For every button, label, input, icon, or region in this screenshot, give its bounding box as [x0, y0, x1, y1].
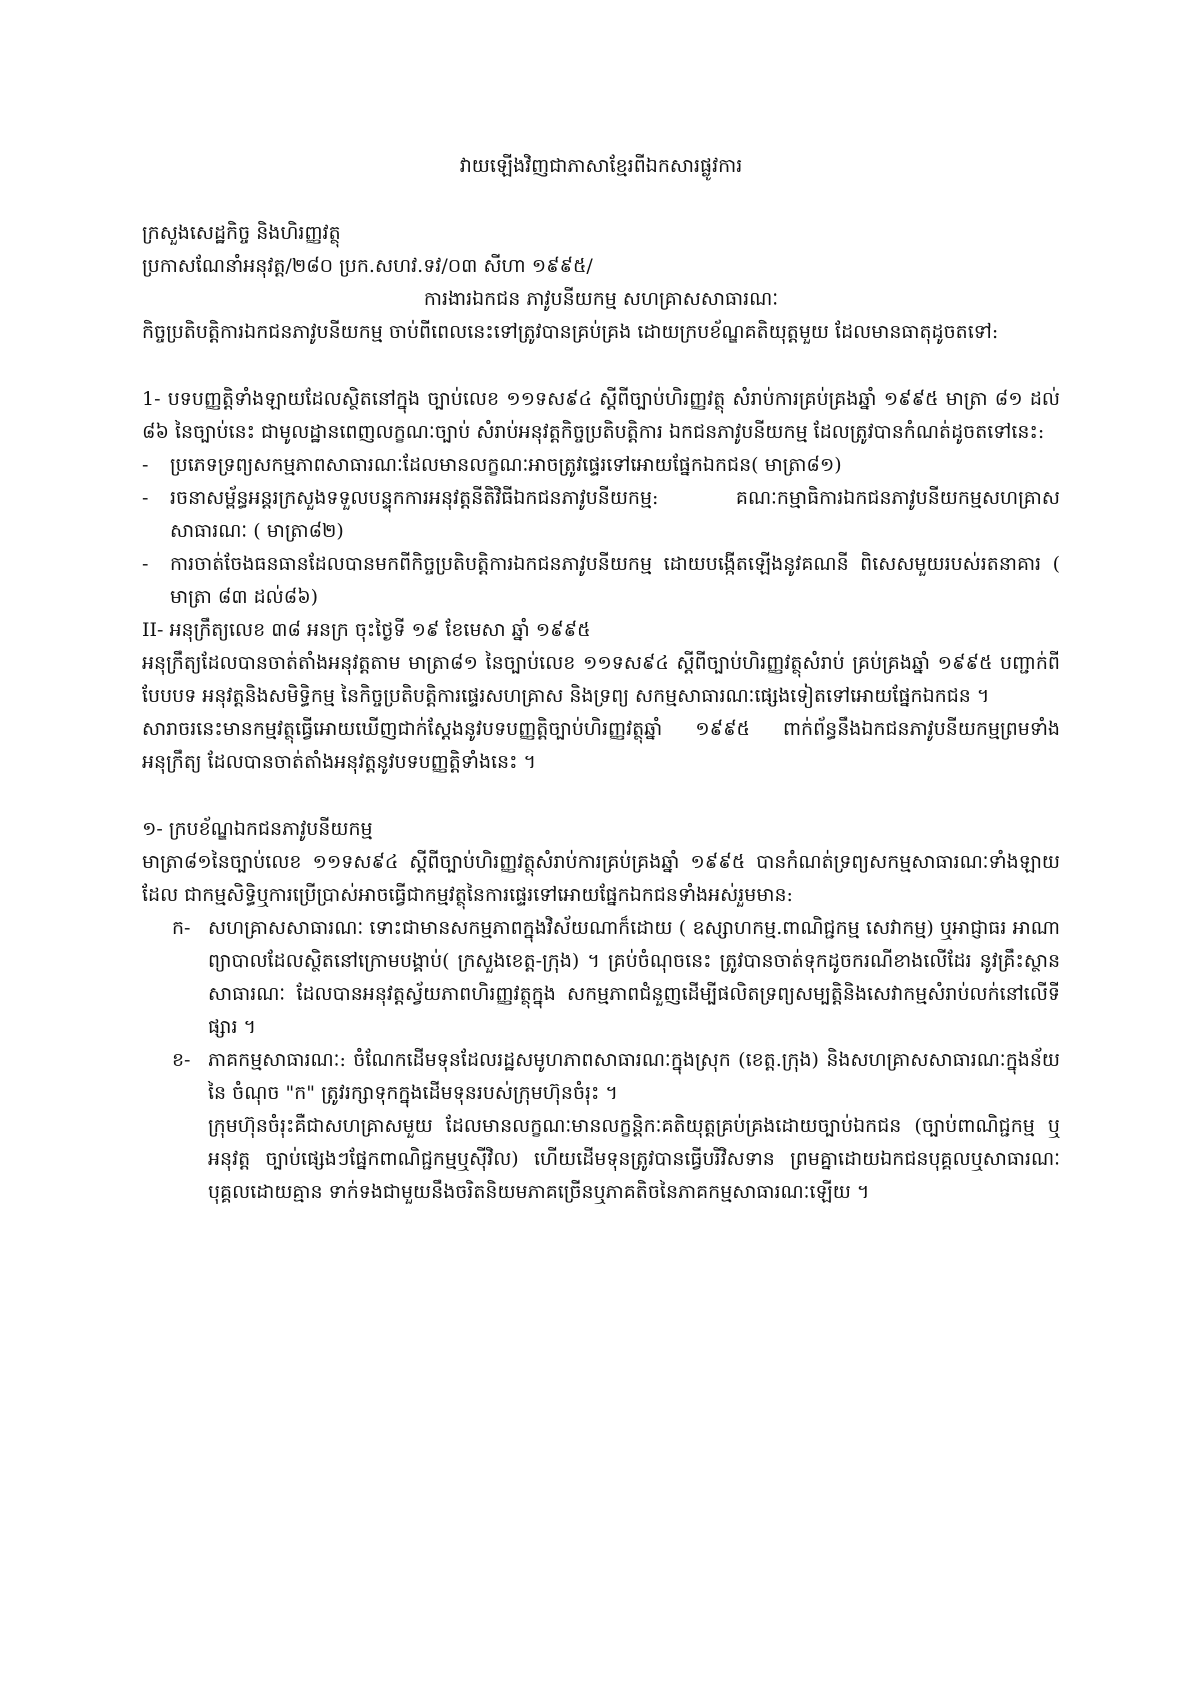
section3-intro: មាត្រា៨១នៃច្បាប់លេខ ១១ទស៩៤ ស្តីពីច្បាប់ហិរញ្ញវត្ថុសំរាប់ការគ្រប់គ្រងឆ្នាំ ១៩៩៥ បានកំណត់ទ្រព្យសកម្មសាធារណៈទាំងឡាយដែល ជាកម្មសិទ្ធិឬការប្រើប្រាស់អាចធ្វើជាកម្មវត្ថុនៃការផ្ទេរទៅអោយផ្នែកឯកជនទាំងអស់រួមមាន: — [142, 851, 1060, 906]
item-marker: ក- — [172, 917, 191, 939]
section3-heading: ១- ក្របខ័ណ្ឌឯកជនភាវូបនីយកម្ម — [142, 818, 373, 840]
list-item-text: ភាគកម្មសាធារណៈ: ចំណែកដើមទុនដែលរដ្ឋសមូហភាពសាធារណៈក្នុងស្រុក (ខេត្ត.ក្រុង) និងសហគ្រាសសាធារណៈក្នុងន័យនៃ ចំណុច "ក" ត្រូវរក្សាទុកក្នុងដើមទុនរបស់ក្រុមហ៊ុនចំរុះ ។ — [208, 1049, 1060, 1104]
list-item — [142, 449, 1060, 482]
document-title: វាយឡើងវិញជាភាសាខ្មែរពីឯកសារផ្លូវការ — [459, 155, 743, 177]
list-item — [172, 1044, 1060, 1110]
ministry-name: ក្រសួងសេដ្ឋកិច្ច និងហិរញ្ញវត្ថុ — [142, 222, 341, 244]
list-item-text: សហគ្រាសសាធារណៈ ទោះជាមានសកម្មភាពក្នុងវិស័យណាក៏ដោយ ( ឧស្សាហកម្ម.ពាណិជ្ជកម្ម សេវាកម្ម) ឬអាជ្ញាធរ អាណាព្យាបាលដែលស្ថិតនៅក្រោមបង្គាប់( ក្រសួងខេត្ត-ក្រុង) ។ គ្រប់ចំណុចនេះ ត្រូវបានចាត់ទុកដូចករណីខាងលើដែរ នូវគ្រឹះស្ថាន សាធារណៈ ដែលបានអនុវត្តស្វ័យភាពហិរញ្ញវត្ថុក្នុង សកម្មភាពជំនួញដើម្បីផលិតទ្រព្យសម្បត្តិនិងសេវាកម្មសំរាប់លក់នៅលើទីផ្សារ ។ — [208, 917, 1060, 1038]
section1-paragraph: 1- បទបញ្ញត្តិទាំងឡាយដែលស្ថិតនៅក្នុង ច្បាប់លេខ ១១ទស៩៤ ស្តីពីច្បាប់ហិរញ្ញវត្ថុ សំរាប់ការគ្រប់គ្រងឆ្នាំ ១៩៩៥ មាត្រា ៨១ ដល់ ៨៦ នៃច្បាប់នេះ ជាមូលដ្ឋានពេញលក្ខណៈច្បាប់ សំរាប់អនុវត្តកិច្ចប្រតិបត្តិការ ឯកជនភាវូបនីយកម្ម ដែលត្រូវបានកំណត់ដូចតទៅនេះ: — [142, 388, 1060, 443]
reference-number: ប្រកាសណែនាំអនុវត្ត/២៨០ ប្រក.សហវ.ទវ/០៣ សីហា ១៩៩៥/ — [142, 255, 593, 277]
list-item-text: ប្រភេទទ្រព្យសកម្មភាពសាធារណៈដែលមានលក្ខណៈអាចត្រូវផ្ទេរទៅអោយផ្នែកឯកជន( មាត្រា៨១) — [170, 454, 842, 476]
subject-heading: ការងារឯកជន ភាវូបនីយកម្ម សហគ្រាសសាធារណៈ — [423, 288, 779, 310]
list-item — [172, 912, 1060, 1044]
bullet-mark: - — [142, 553, 149, 575]
bullet-mark: - — [142, 487, 149, 509]
list-item-continuation: ក្រុមហ៊ុនចំរុះគឺជាសហគ្រាសមួយ ដែលមានលក្ខណៈមានលក្ខន្តិកៈគតិយុត្តគ្រប់គ្រងដោយច្បាប់ឯកជន (ច្បាប់ពាណិជ្ជកម្ម ឬអនុវត្ត ច្បាប់ផ្សេងៗផ្នែកពាណិជ្ជកម្មឬស៊ីវិល) ហើយដើមទុនត្រូវបានធ្វើបរិវិសទាន ព្រមគ្នាដោយឯកជនបុគ្គលឬសាធារណៈបុគ្គលដោយគ្មាន ទាក់ទងជាមួយនឹងចរិតនិយមភាគច្រើនឬភាគតិចនៃភាគកម្មសាធារណៈឡើយ ។ — [208, 1115, 1060, 1203]
section2-heading: II- អនុក្រឹត្យលេខ ៣៨ អនក្រ ចុះថ្ងៃទី ១៩ ខែមេសា ឆ្នាំ ១៩៩៥ — [142, 619, 591, 641]
intro-paragraph: កិច្ចប្រតិបត្តិការឯកជនភាវូបនីយកម្ម ចាប់ពីពេលនេះទៅត្រូវបានគ្រប់គ្រង ដោយក្របខ័ណ្ឌគតិយុត្តមួយ ដែលមានធាតុដូចតទៅ: — [142, 321, 999, 343]
section2-paragraph-1: អនុក្រឹត្យដែលបានចាត់តាំងអនុវត្តតាម មាត្រា៨១ នៃច្បាប់លេខ ១១ទស៩៤ ស្តីពីច្បាប់ហិរញ្ញវត្ថុសំរាប់ គ្រប់គ្រងឆ្នាំ ១៩៩៥ បញ្ជាក់ពីបែបបទ អនុវត្តនិងសមិទ្ធិកម្ម នៃកិច្ចប្រតិបត្តិការផ្ទេរសហគ្រាស និងទ្រព្យ សកម្មសាធារណៈផ្សេងទៀតទៅអោយផ្នែកឯកជន ។ — [142, 652, 1060, 707]
spacer — [142, 779, 1060, 813]
spacer — [142, 349, 1060, 383]
bullet-mark: - — [142, 454, 149, 476]
item-marker: ខ- — [172, 1049, 191, 1071]
section2-paragraph-2: សារាចរនេះមានកម្មវត្ថុធ្វើអោយឃើញជាក់ស្តែងនូវបទបញ្ញត្តិច្បាប់ហិរញ្ញវត្ថុឆ្នាំ ១៩៩៥ ពាក់ព័ន្ធនឹងឯកជនភាវូបនីយកម្មព្រមទាំង អនុក្រឹត្យ ដែលបានចាត់តាំងអនុវត្តនូវបទបញ្ញត្តិទាំងនេះ ។ — [142, 718, 1060, 773]
list-item — [142, 548, 1060, 614]
list-item-text: ការចាត់ចែងធនធានដែលបានមកពីកិច្ចប្រតិបត្តិការឯកជនភាវូបនីយកម្ម ដោយបង្កើតឡើងនូវគណនី ពិសេសមួយរបស់រតនាគារ ( មាត្រា ៨៣ ដល់៨៦) — [170, 553, 1060, 608]
list-item-text: រចនាសម្ព័ន្ធអន្តរក្រសួងទទួលបន្ទុកការអនុវត្តនីតិវិធីឯកជនភាវូបនីយកម្ម: គណៈកម្មាធិការឯកជនភាវូបនីយកម្មសហគ្រាសសាធារណៈ ( មាត្រា៨២) — [170, 487, 1060, 542]
list-item — [142, 482, 1060, 548]
